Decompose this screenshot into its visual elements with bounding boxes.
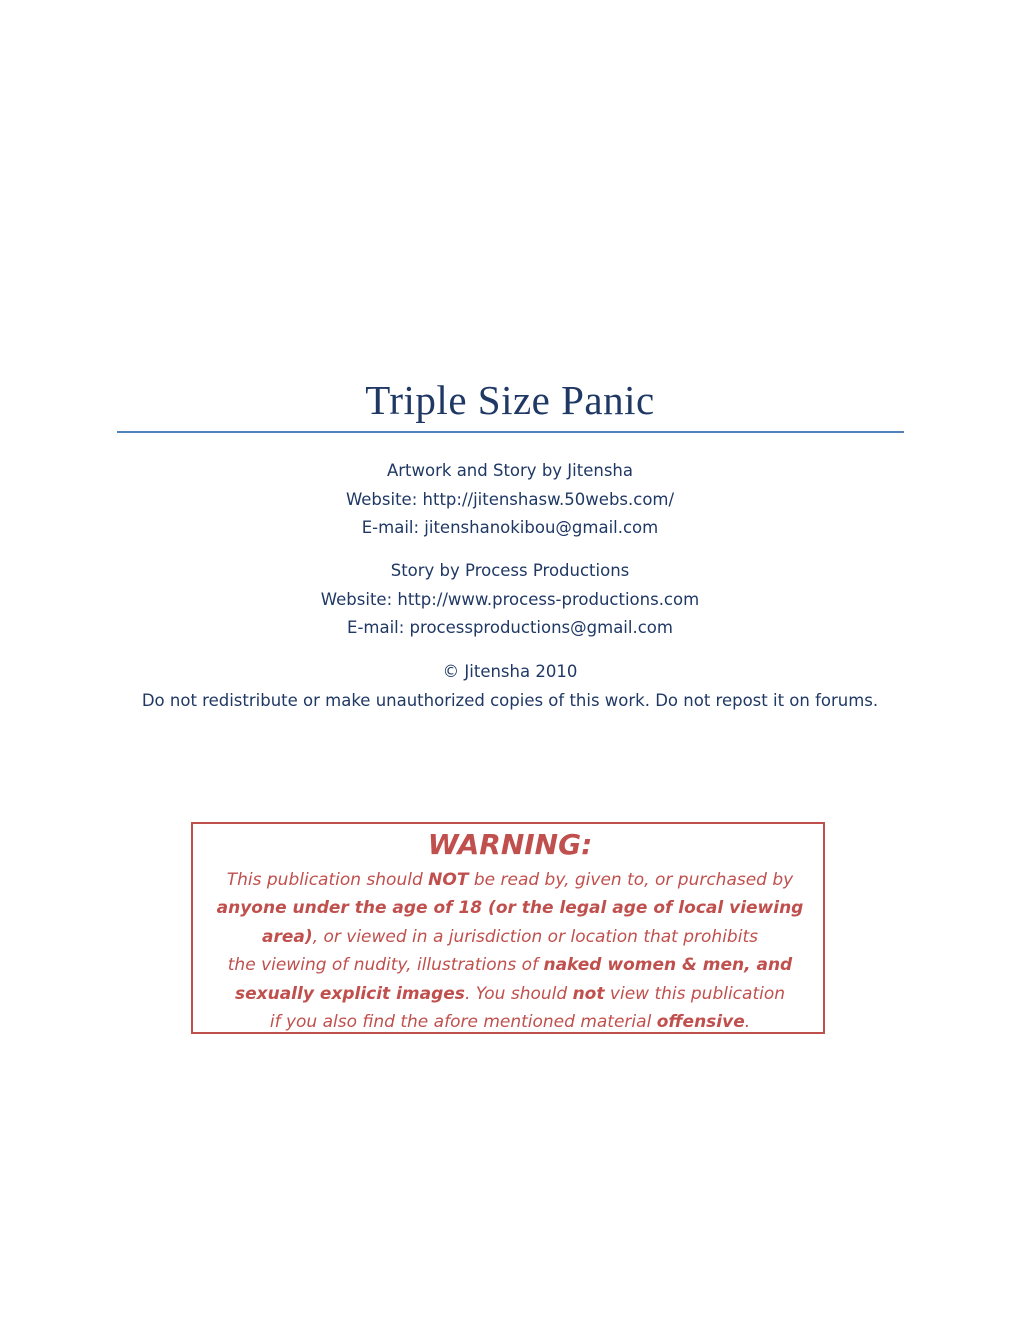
title-underline: [117, 431, 904, 433]
warning-line-1: [191, 866, 829, 894]
document-title: Triple Size Panic: [365, 377, 655, 423]
warning-text-segment: , or viewed in a jurisdiction or location that prohibits: [312, 926, 758, 947]
warning-line-5: [191, 980, 829, 1008]
warning-emphasis: sexually explicit images: [234, 983, 465, 1004]
artist-website: Website: http://jitenshasw.50webs.com/: [345, 489, 675, 509]
copyright-line: © Jitensha 2010: [442, 662, 578, 681]
warning-text-segment: if you also find the afore mentioned material: [269, 1012, 657, 1033]
warning-text-segment: the viewing of nudity, illustrations of: [227, 955, 544, 976]
story-credit: Story by Process Productions: [390, 561, 630, 580]
warning-emphasis: area): [262, 926, 313, 947]
story-credits: [0, 557, 1020, 643]
warning-line-6: [191, 1008, 829, 1036]
story-website: Website: http://www.process-productions.com: [320, 589, 700, 609]
warning-text-segment: This publication should: [226, 870, 429, 890]
warning-text-segment: . You should: [464, 983, 573, 1004]
warning-emphasis: anyone under the age of 18 (or the legal age of local viewing: [216, 898, 804, 919]
warning-line-2: [191, 894, 829, 922]
artwork-credit: Artwork and Story by Jitensha: [386, 461, 633, 480]
warning-text-segment: be read by, given to, or purchased by: [468, 870, 794, 890]
artist-credits: [0, 457, 1020, 543]
warning-heading: WARNING:: [427, 828, 593, 861]
warning-body: [191, 866, 829, 1036]
warning-text-segment: view this publication: [604, 983, 786, 1004]
redistribution-notice: Do not redistribute or make unauthorized copies of this work. Do not repost it on forums.: [141, 690, 879, 710]
artist-email: E-mail: jitenshanokibou@gmail.com: [361, 518, 659, 537]
story-email: E-mail: processproductions@gmail.com: [347, 618, 673, 637]
warning-emphasis: not: [572, 983, 605, 1004]
warning-emphasis: NOT: [428, 870, 469, 890]
warning-emphasis: naked women & men, and: [543, 955, 793, 976]
warning-text-segment: .: [744, 1012, 751, 1033]
copyright-block: [0, 658, 1020, 715]
warning-line-3: [191, 923, 829, 951]
warning-line-4: [191, 951, 829, 979]
warning-emphasis: offensive: [656, 1012, 745, 1033]
